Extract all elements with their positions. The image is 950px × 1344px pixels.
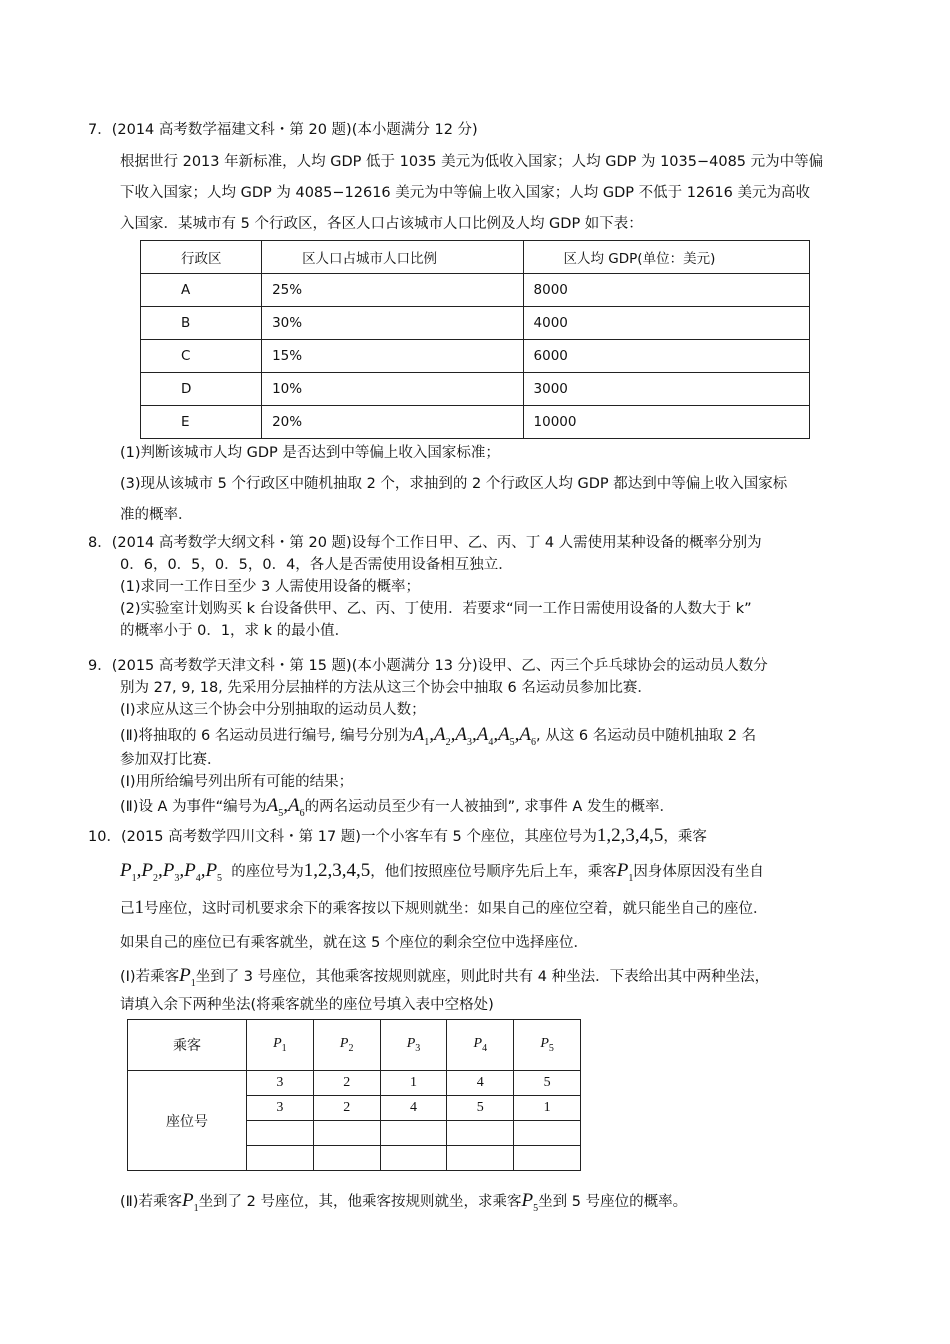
math-p5: $P_5$: [521, 1190, 539, 1214]
col-header: 乘客: [128, 1020, 247, 1071]
text: (Ⅱ)若乘客: [120, 1194, 182, 1210]
cell: 3: [247, 1071, 314, 1096]
text: (Ⅰ)若乘客: [120, 969, 180, 985]
q9-sub1: (Ⅰ)求应从这三个协会中分别抽取的运动员人数；: [120, 702, 426, 718]
cell: 25%: [262, 274, 523, 307]
cell: 3000: [523, 373, 809, 406]
q9-sub-i: (Ⅰ)用所给编号列出所有可能的结果；: [120, 774, 354, 790]
empty-cell[interactable]: [447, 1146, 514, 1171]
empty-cell[interactable]: [514, 1146, 581, 1171]
col-header-p4: $P_4$: [447, 1020, 514, 1071]
row-header: 座位号: [128, 1071, 247, 1171]
cell: 8000: [523, 274, 809, 307]
text: ，乘客: [663, 829, 707, 845]
cell: 6000: [523, 340, 809, 373]
text: , 从这 6 名运动员中随机抽取 2 名: [536, 728, 757, 744]
empty-cell[interactable]: [447, 1121, 514, 1146]
cell: 4000: [523, 307, 809, 340]
text: 因身体原因没有坐自: [633, 864, 764, 880]
math-a1-a6: $A_1,A_2,A_3,A_4,A_5,A_6$: [412, 724, 537, 748]
col-header-p2: $P_2$: [313, 1020, 380, 1071]
col-header-p3: $P_3$: [380, 1020, 447, 1071]
cell: A: [141, 274, 262, 307]
q7-text: 下收入国家；人均 GDP 为 4085−12616 美元为中等偏上收入国家；人均 GDP 不低于 12616 美元为高收: [120, 185, 810, 201]
text: 的座位号为: [231, 864, 304, 880]
q9-text: 别为 27, 9, 18, 先采用分层抽样的方法从这三个协会中抽取 6 名运动员参加比赛．: [120, 680, 652, 696]
seating-table: [127, 1019, 581, 1171]
cell: 4: [380, 1096, 447, 1121]
cell: 1: [514, 1096, 581, 1121]
math-a5-a6: $A_5,A_6$: [266, 795, 305, 819]
q9-sub-ii: [120, 795, 674, 819]
cell: 10%: [262, 373, 523, 406]
q8-sub1: (1)求同一工作日至少 3 人需使用设备的概率；: [120, 579, 420, 595]
gdp-table: [140, 240, 810, 439]
q10-text: 如果自己的座位已有乘客就坐，就在这 5 个座位的剩余空位中选择座位．: [120, 935, 588, 951]
cell: C: [141, 340, 262, 373]
col-header: 区人口占城市人口比例: [262, 241, 523, 274]
q10-sub1: [120, 965, 769, 989]
empty-cell[interactable]: [247, 1121, 314, 1146]
q8-text: 0．6，0．5，0．5，0．4，各人是否需使用设备相互独立．: [120, 557, 513, 573]
empty-cell[interactable]: [380, 1146, 447, 1171]
q7-sub3: (3)现从该城市 5 个行政区中随机抽取 2 个，求抽到的 2 个行政区人均 GDP 都达到中等偏上收入国家标: [120, 476, 788, 492]
q8-sub2-cont: 的概率小于 0．1，求 k 的最小值．: [120, 623, 350, 639]
q8-heading: 8．(2014 高考数学大纲文科・第 20 题)设每个工作日甲、乙、丙、丁 4 人需使用某种设备的概率分别为: [88, 535, 762, 551]
text: 坐到了 2 号座位，其，他乘客按规则就坐，求乘客: [198, 1194, 522, 1210]
cell: 2: [313, 1096, 380, 1121]
q7-text: 入国家．某城市有 5 个行政区，各区人口占该城市人口比例及人均 GDP 如下表：: [120, 216, 643, 232]
cell: 30%: [262, 307, 523, 340]
text: 的两名运动员至少有一人被抽到”, 求事件 A 发生的概率．: [304, 799, 674, 815]
seat-numbers: 1,2,3,4,5: [596, 825, 664, 846]
q7-sub3-cont: 准的概率．: [120, 507, 193, 523]
text: (Ⅱ)设 A 为事件“编号为: [120, 799, 267, 815]
cell: D: [141, 373, 262, 406]
empty-cell[interactable]: [514, 1121, 581, 1146]
seat-numbers: 1,2,3,4,5: [303, 860, 371, 881]
q10-sub1-cont: 请填入余下两种坐法(将乘客就坐的座位号填入表中空格处): [120, 997, 494, 1013]
q10-sub2: [120, 1190, 687, 1214]
cell: 3: [247, 1096, 314, 1121]
q9-heading: 9．(2015 高考数学天津文科・第 15 题)(本小题满分 13 分)设甲、乙、丙三个乒乓球协会的运动员人数分: [88, 658, 768, 674]
cell: 15%: [262, 340, 523, 373]
math-p1: $P_1$: [616, 860, 634, 884]
cell: 10000: [523, 406, 809, 439]
cell: 5: [447, 1096, 514, 1121]
text: 10．(2015 高考数学四川文科・第 17 题)一个小客车有 5 个座位，其座位号为: [88, 829, 597, 845]
math-p1: $P_1$: [181, 1190, 199, 1214]
math-p1: $P_1$: [179, 965, 196, 989]
text: 号座位，这时司机要求余下的乘客按以下规则就坐：如果自己的座位空着，就只能坐自己的座位．: [144, 901, 768, 917]
text: ，他们按照座位号顺序先后上车，乘客: [370, 864, 617, 880]
cell: E: [141, 406, 262, 439]
q7-sub1: (1)判断该城市人均 GDP 是否达到中等偏上收入国家标准；: [120, 445, 500, 461]
cell: 4: [447, 1071, 514, 1096]
text: 己: [120, 901, 135, 917]
math-p1-p5: $P_1,P_2,P_3,P_4,P_5$: [120, 860, 223, 884]
empty-cell[interactable]: [313, 1121, 380, 1146]
col-header-p1: $P_1$: [247, 1020, 314, 1071]
text: 坐到 5 号座位的概率。: [538, 1194, 688, 1210]
empty-cell[interactable]: [247, 1146, 314, 1171]
text: 坐到了 3 号座位，其他乘客按规则就座，则此时共有 4 种坐法．下表给出其中两种坐法，: [195, 969, 770, 985]
q9-sub2: [120, 724, 756, 748]
empty-cell[interactable]: [313, 1146, 380, 1171]
empty-cell[interactable]: [380, 1121, 447, 1146]
cell: 5: [514, 1071, 581, 1096]
cell: B: [141, 307, 262, 340]
col-header: 区人均 GDP(单位：美元): [523, 241, 809, 274]
cell: 1: [380, 1071, 447, 1096]
col-header: 行政区: [141, 241, 262, 274]
q7-text: 根据世行 2013 年新标准，人均 GDP 低于 1035 美元为低收入国家；人均 GDP 为 1035−4085 元为中等偏: [120, 154, 824, 170]
q10-text: [120, 897, 768, 919]
col-header-p5: $P_5$: [514, 1020, 581, 1071]
cell: 2: [313, 1071, 380, 1096]
q10-text: [120, 860, 764, 884]
q9-text: 参加双打比赛．: [120, 752, 222, 768]
text: (Ⅱ)将抽取的 6 名运动员进行编号, 编号分别为: [120, 728, 413, 744]
seat-number: 1: [134, 897, 144, 918]
cell: 20%: [262, 406, 523, 439]
q10-heading: [88, 825, 707, 847]
q7-heading: 7．(2014 高考数学福建文科・第 20 题)(本小题满分 12 分): [88, 122, 478, 138]
q8-sub2: (2)实验室计划购买 k 台设备供甲、乙、丙、丁使用．若要求“同一工作日需使用设备的人数大于 k”: [120, 601, 752, 617]
